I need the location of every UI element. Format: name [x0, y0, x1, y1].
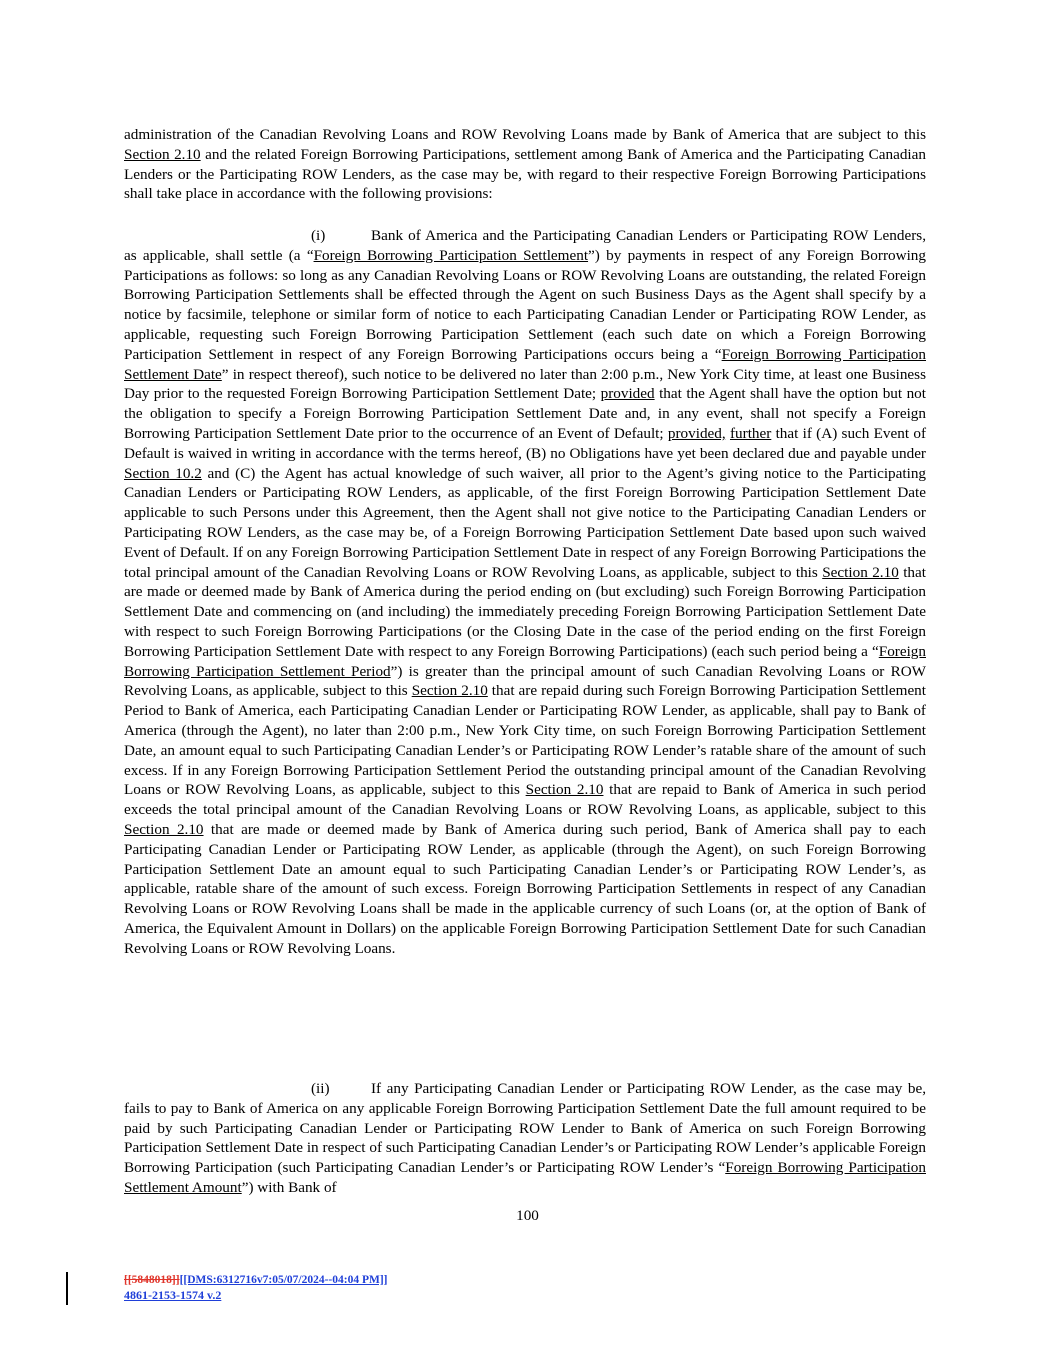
change-bar	[66, 1272, 68, 1305]
para-text: that the Agent shall have the option but not the obligation to specify a Foreign Borrowing Participation Settlement Date and, in any event, shall not specify a Foreign Borrowing Participation Settlement Date prior to the occurrence of an Event of Default;	[124, 385, 926, 442]
paragraph-i	[124, 226, 926, 958]
defined-term: Foreign Borrowing Participation Settlement Amount	[124, 1159, 926, 1196]
section-reference: Section 10.2	[124, 464, 202, 482]
defined-term: Foreign Borrowing Participation Settlement Period	[124, 642, 926, 680]
para-text: that are made or deemed made by Bank of America during such period, Bank of America shall pay to each Participating Canadian Lender or Participating ROW Lender, as applicable (through the Agent), on such Foreign Borrowing Participation Settlement Date an amount equal to such Participating Canadian Lender’s or Participating ROW Lender’s, as applicable, ratable share of the amount of such excess. Foreign Borrowing Participation Settlements in respect of any Canadian Revolving Loans or ROW Revolving Loans shall be made in the applicable currency of such Loans (or, at the option of Bank of America, the Equivalent Amount in Dollars) on the applicable Foreign Borrowing Participation Settlement Date for such Canadian Revolving Loans or ROW Revolving Loans.	[124, 820, 926, 957]
para-text: If any Participating Canadian Lender or Participating ROW Lender, as the case may be, fails to pay to Bank of America on any applicable Foreign Borrowing Participation Settlement Date the full amount required to be paid by such Participating Canadian Lender or Participating ROW Lender to Bank of America on such Foreign Borrowing Participation Settlement Date in respect of such Participating Canadian Lender’s or Participating ROW Lender’s applicable Foreign Borrowing Participation (such Participating Canadian Lender’s or Participating ROW Lender’s “	[124, 1080, 926, 1177]
para-text: and (C) the Agent has actual knowledge of such waiver, all prior to the Agent’s giving notice to the Participating Canadian Lenders or Participating ROW Lenders, as applicable, of the first Foreign Borrowing Participation Settlement Date applicable to such Persons under this Agreement, then the Agent shall not give notice to the Participating Canadian Lenders or Participating ROW Lenders, as the case may be, of a Foreign Borrowing Participation Settlement Date based upon such waived Event of Default. If on any Foreign Borrowing Participation Settlement Date in respect of any Foreign Borrowing Participations the total principal amount of the Canadian Revolving Loans or ROW Revolving Loans, as applicable, subject to this	[124, 464, 927, 581]
para-text: ”) with Bank of	[241, 1178, 337, 1196]
section-reference: Section 2.10	[822, 563, 899, 581]
intro-text-1: administration of the Canadian Revolving Loans and ROW Revolving Loans made by Bank of America that are subject to this	[124, 126, 926, 143]
para-text: that are made or deemed made by Bank of America during the period ending on (but excluding) such Foreign Borrowing Participation Settlement Date and commencing on (and including) the immediately preceding Foreign Borrowing Participation Settlement Date with respect to such Foreign Borrowing Participations (or the Closing Date in the case of the period ending on the first Foreign Borrowing Participation Settlement Date with respect to any Foreign Borrowing Participations) (each such period being a “	[124, 563, 926, 660]
doc-number: 4861-2153-1574 v.2	[124, 1288, 222, 1302]
defined-term: Foreign Borrowing Participation Settlement Date	[124, 345, 926, 383]
proviso-term: further	[729, 424, 772, 442]
section-reference: Section 2.10	[124, 145, 201, 163]
defined-term: Foreign Borrowing Participation Settlement	[313, 246, 589, 264]
proviso-term: provided,	[667, 424, 726, 442]
section-reference: Section 2.10	[124, 820, 204, 838]
document-footer	[124, 1273, 388, 1303]
paragraph-intro	[124, 125, 926, 204]
paragraph-ii	[124, 1079, 926, 1198]
intro-text-2: and the related Foreign Borrowing Participations, settlement among Bank of America and the Participating Canadian Lenders or the Participating ROW Lenders, as the case may be, with regard to their respective Foreign Borrowing Participations shall take place in accordance with the following provisions:	[124, 145, 926, 203]
clause-number-ii: (ii)	[311, 1080, 330, 1097]
page-number: 100	[516, 1207, 539, 1224]
para-text: ” in respect thereof), such notice to be delivered no later than 2:00 p.m., New York City time, at least one Business Day prior to the requested Foreign Borrowing Participation Settlement Date;	[124, 365, 926, 403]
proviso-term: provided	[600, 385, 655, 403]
para-text: that are repaid to Bank of America in such period exceeds the total principal amount of the Canadian Revolving Loans or ROW Revolving Loans, as applicable, subject to this	[124, 781, 926, 819]
clause-number-i: (i)	[311, 227, 326, 244]
section-reference: Section 2.10	[411, 682, 488, 700]
para-text: that are repaid during such Foreign Borrowing Participation Settlement Period to Bank of America, each Participating Canadian Lender or Participating ROW Lender, as applicable, shall pay to Bank of America (through the Agent), no later than 2:00 p.m., New York City time, on such Foreign Borrowing Participation Settlement Date, an amount equal to such Participating Canadian Lender’s or Participating ROW Lender’s ratable share of the amount of such excess. If in any Foreign Borrowing Participation Settlement Period the outstanding principal amount of the Canadian Revolving Loans or ROW Revolving Loans, as applicable, subject to this	[124, 682, 926, 799]
inserted-doc-id: [[DMS:6312716v7:05/07/2024--04:04 PM]]	[179, 1274, 388, 1286]
deleted-doc-id: [[5848018]]	[124, 1274, 180, 1286]
para-text: ”) by payments in respect of any Foreign Borrowing Participations as follows: so long as any Canadian Revolving Loans or ROW Revolving Loans are outstanding, the related Foreign Borrowing Participation Settlements shall be effected through the Agent on such Business Days as the Agent shall specify by a notice by facsimile, telephone or similar form of notice to each Participating Canadian Lender or Participating ROW Lender, as applicable, requesting such Foreign Borrowing Participation Settlement (each such date on which a Foreign Borrowing Participation Settlement in respect of any Foreign Borrowing Participations occurs being a “	[124, 246, 926, 363]
section-reference: Section 2.10	[525, 781, 604, 799]
para-text: ”) is greater than the principal amount of such Canadian Revolving Loans or ROW Revolving Loans, as applicable, subject to this	[124, 662, 926, 700]
para-text: that if (A) such Event of Default is waived in writing in accordance with the terms hereof, (B) no Obligations have yet been declared due and payable under	[124, 424, 926, 462]
para-text: Bank of America and the Participating Canadian Lenders or Participating ROW Lenders, as applicable, shall settle (a “	[124, 227, 926, 264]
